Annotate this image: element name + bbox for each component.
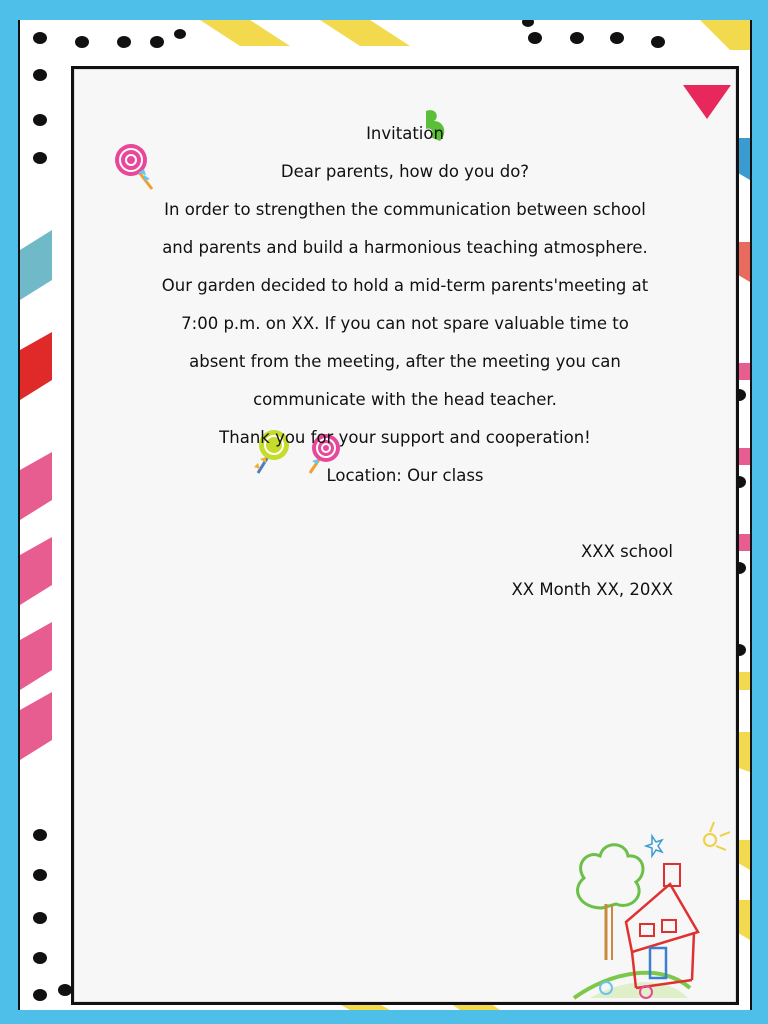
decorative-frame bbox=[18, 20, 752, 1010]
sender-signature: XXX school bbox=[580, 542, 673, 561]
house-tree-drawing-icon bbox=[570, 812, 730, 1002]
body-line: Our garden decided to hold a mid-term parents'meeting at bbox=[161, 276, 649, 295]
triangle-decoration bbox=[683, 85, 733, 123]
body-line: In order to strengthen the communication between school bbox=[164, 200, 646, 219]
greeting-line: Dear parents, how do you do? bbox=[280, 162, 530, 181]
body-line: and parents and build a harmonious teaching atmosphere. bbox=[162, 238, 648, 257]
body-line: communicate with the head teacher. bbox=[253, 390, 557, 409]
invitation-title: Invitation bbox=[366, 124, 444, 143]
body-line: 7:00 p.m. on XX. If you can not spare valuable time to bbox=[181, 314, 629, 333]
invitation-paper bbox=[71, 66, 739, 1005]
body-line: absent from the meeting, after the meeting you can bbox=[189, 352, 621, 371]
location-line: Location: Our class bbox=[326, 466, 484, 485]
letter-date: XX Month XX, 20XX bbox=[511, 580, 673, 599]
thanks-line: Thank you for your support and cooperation! bbox=[219, 428, 591, 447]
